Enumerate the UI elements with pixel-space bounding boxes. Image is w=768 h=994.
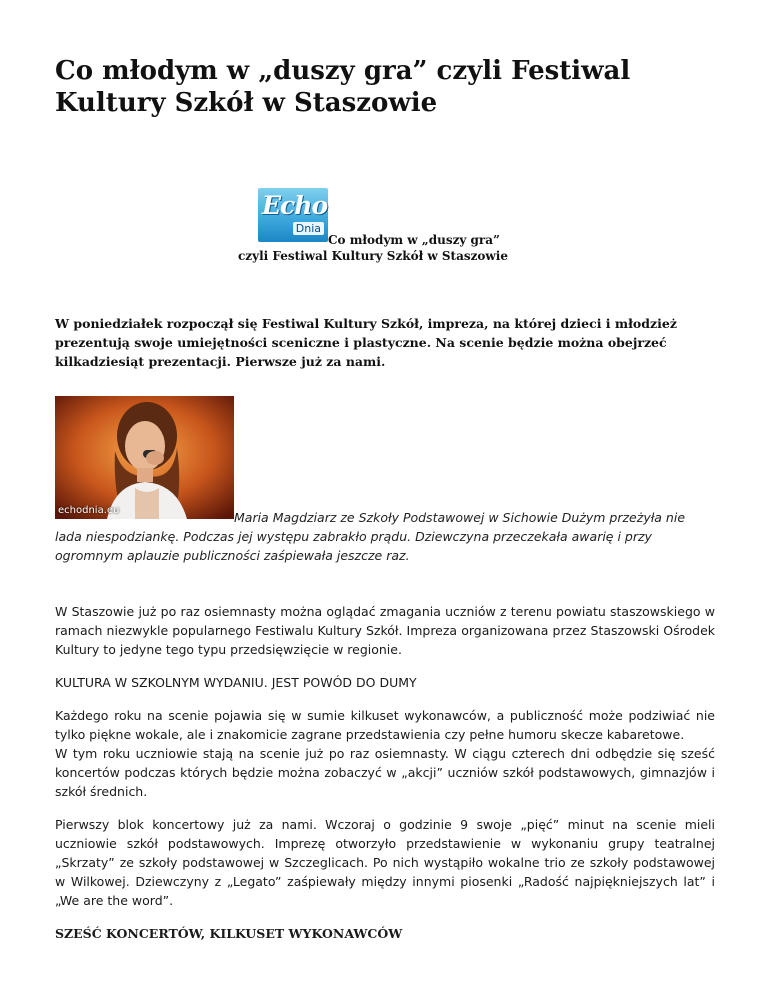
echo-dnia-logo xyxy=(258,188,328,242)
singer-photo-image xyxy=(55,396,234,519)
article-body xyxy=(55,602,715,957)
section-heading-culture: KULTURA W SZKOLNYM WYDANIU. JEST POWÓD DO DUMY xyxy=(55,675,417,690)
photo-watermark: echodnia.eu xyxy=(58,505,120,516)
photo-caption xyxy=(55,508,715,565)
paragraph-intro: W Staszowie już po raz osiemnasty można oglądać zmagania uczniów z terenu powiatu staszowskiego w ramach niezwykle popularnego Festiwalu Kultury Szkół. Impreza organizowana przez Staszowski Ośrodek Kultury to jedyne tego typu przedsięwzięcie w regionie. xyxy=(55,604,715,657)
singer-photo xyxy=(55,396,234,519)
logo-dnia-text: Dnia xyxy=(293,222,324,235)
paragraph-first-block: Pierwszy blok koncertowy już za nami. Wczoraj o godzinie 9 swoje „pięć” minut na scenie mieli uczniowie szkół podstawowych. Imprezę otworzyło przedstawienie w wykonaniu grupy teatralnej „Skrzaty” ze szkoły podstawowej w Szczeglicach. Po nich wystąpiło wokalne trio ze szkoły podstawowej w Wilkowej. Dziewczyny z „Legato” zaśpiewały między innymi piosenki „Radość najpiękniejszych lat” i „We are the word”. xyxy=(55,817,715,908)
logo-echo-text: Echo xyxy=(262,191,328,220)
section-heading-concerts: SZEŚĆ KONCERTÓW, KILKUSET WYKONAWCÓW xyxy=(55,926,403,941)
photo-caption-text: Maria Magdziarz ze Szkoły Podstawowej w Sichowie Dużym przeżyła nie lada niespodziankę. Podczas jej występu zabrakło prądu. Dziewczyna przeczekała awarię i przy ogromnym aplauzie publiczności zaśpiewała jeszcze raz. xyxy=(55,510,686,563)
paragraph-performers-a: Każdego roku na scenie pojawia się w sumie kilkuset wykonawców, a publiczność może podziwiać nie tylko piękne wokale, ale i znakomicie zagrane przedstawienia czy pełne humoru skecze kabaretowe. xyxy=(55,708,715,742)
paragraph-performers xyxy=(55,706,715,801)
article-lead: W poniedziałek rozpoczął się Festiwal Kultury Szkół, impreza, na której dzieci i młodzież prezentują swoje umiejętności sceniczne i plastyczne. Na scenie będzie można obejrzeć kilkadziesiąt prezentacji. Pierwsze już za nami. xyxy=(55,316,677,369)
paragraph-performers-b: W tym roku uczniowie stają na scenie już po raz osiemnasty. W ciągu czterech dni odbędzie się sześć koncertów podczas których będzie można zobaczyć w „akcji” uczniów szkół podstawowych, gimnazjów i szkół średnich. xyxy=(55,746,715,799)
logo-caption-line1: Co młodym w „duszy gra” xyxy=(328,233,500,247)
logo-caption-line2: czyli Festiwal Kultury Szkół w Staszowie xyxy=(238,249,508,263)
article-title: Co młodym w „duszy gra” czyli Festiwal Kultury Szkół w Staszowie xyxy=(55,56,631,118)
